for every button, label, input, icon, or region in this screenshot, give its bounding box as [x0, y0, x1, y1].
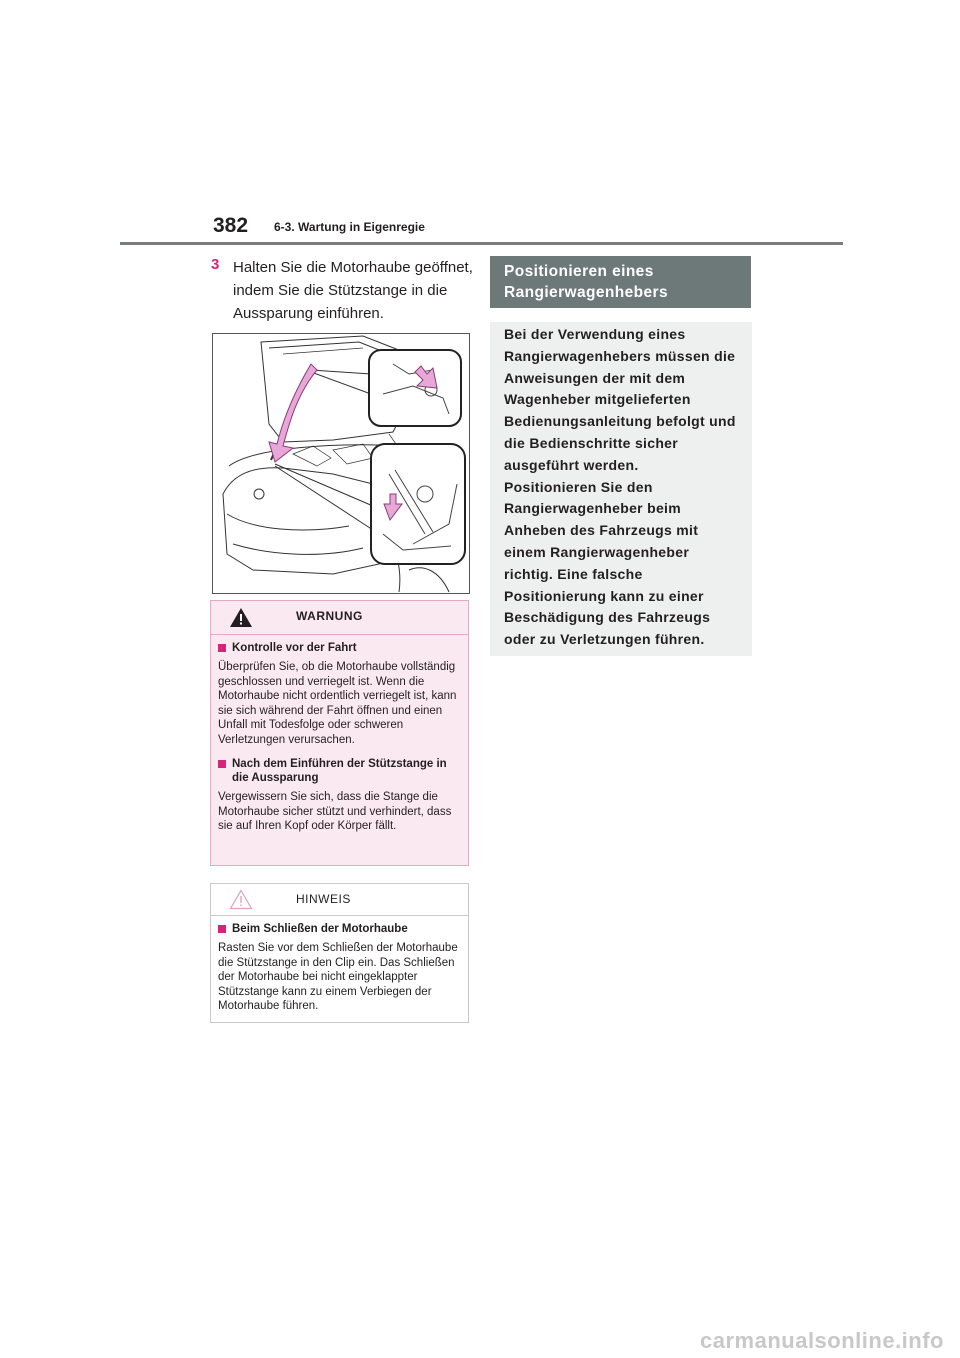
notice-item-heading: Beim Schließen der Motorhaube — [218, 922, 458, 936]
warning-item-heading: Nach dem Einführen der Stützstange in die Aussparung — [218, 757, 458, 785]
page-number: 382 — [213, 214, 249, 237]
warning-item-body: Überprüfen Sie, ob die Motorhaube vollständig geschlossen und verriegelt ist. Wenn die Motorhaube nicht ordentlich verriegelt ist, kann sie sich während der Fahrt öffnen und einen Unfall mit Todesfolge oder schweren Verletzungen verursachen. — [218, 661, 457, 746]
bullet-square — [218, 644, 226, 652]
notice-box — [210, 883, 469, 1023]
jack-section-heading: Positionieren eines Rangierwagenhebers — [490, 256, 751, 308]
notice-title-row — [211, 884, 468, 916]
warning-title-row — [211, 601, 468, 635]
header-divider — [120, 242, 843, 245]
hood-support-illustration — [212, 333, 470, 594]
warning-item-body: Vergewissern Sie sich, dass die Stange die Motorhaube sicher stützt und verhindert, dass sie auf Ihren Kopf oder Körper fällt. — [218, 791, 452, 832]
engine-bay-drawing — [213, 334, 469, 593]
warning-box — [210, 600, 469, 866]
section-title: 6-3. Wartung in Eigenregie — [274, 220, 425, 234]
notice-title: HINWEIS — [296, 892, 351, 906]
notice-item-body: Rasten Sie vor dem Schließen der Motorhaube die Stützstange in den Clip ein. Das Schließen der Motorhaube bei nicht eingeklappter Stützstange kann zu einem Verbiegen der Motorhaube führen. — [218, 942, 458, 1012]
jack-info-panel — [490, 322, 752, 656]
caution-triangle-icon — [229, 889, 253, 915]
jack-info-paragraph-2: Positionieren Sie den Rangierwagenheber beim Anheben des Fahrzeugs mit einem Rangierwagenheber richtig. Eine falsche Positionierung kann zu einer Beschädigung des Fahrzeugs oder zu Verletzungen führen. — [504, 478, 711, 648]
warning-item-heading: Kontrolle vor der Fahrt — [218, 641, 458, 655]
bullet-square — [218, 925, 226, 933]
jack-info-paragraph-1: Bei der Verwendung eines Rangierwagenhebers müssen die Anweisungen der mit dem Wagenheber mitgelieferten Bedienungsanleitung befolgt und die Bedienschritte sicher ausgeführt werden. — [504, 326, 736, 473]
warning-triangle-icon — [229, 607, 253, 633]
step-number: 3 — [211, 256, 220, 273]
warning-title: WARNUNG — [296, 609, 363, 623]
bullet-square — [218, 760, 226, 768]
step-text: Halten Sie die Motorhaube geöffnet, indem Sie die Stützstange in die Aussparung einführen. — [233, 259, 473, 322]
watermark: carmanualsonline.info — [700, 1328, 944, 1353]
